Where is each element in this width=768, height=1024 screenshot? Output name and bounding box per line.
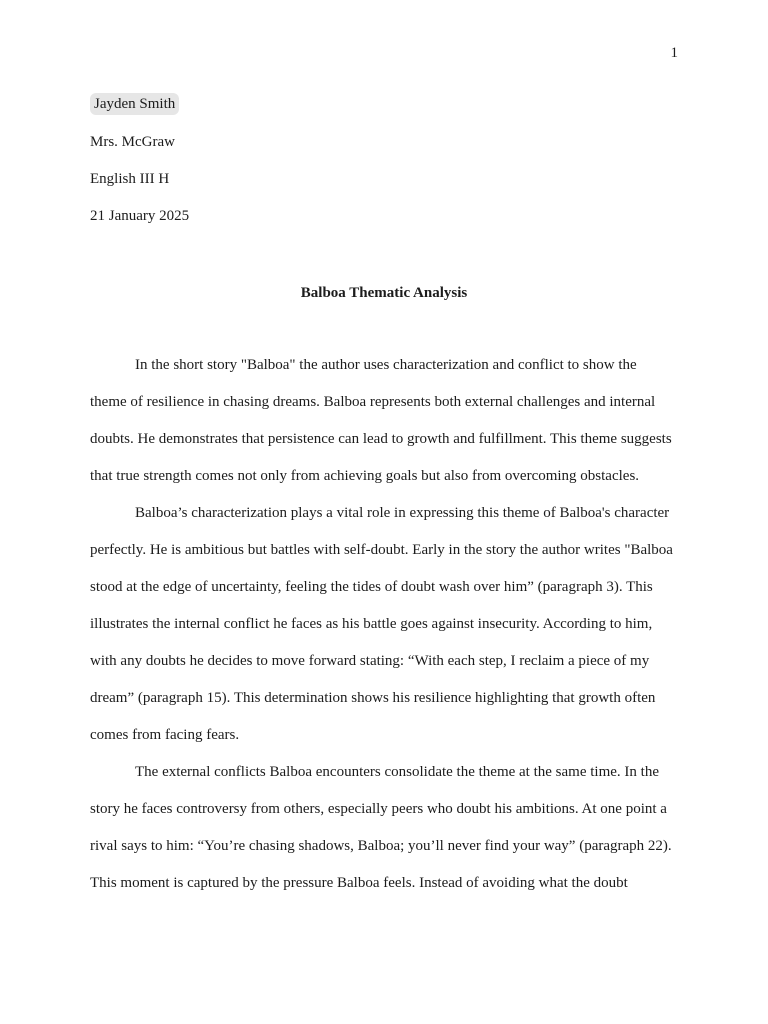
text-line: comes from facing fears.	[90, 727, 240, 743]
student-name[interactable]: Jayden Smith	[90, 93, 179, 115]
course-name: English III H	[90, 171, 170, 187]
text-line: This moment is captured by the pressure Balboa feels. Instead of avoiding what the doubt	[90, 875, 628, 891]
page-number: 1	[670, 45, 678, 61]
text-line: In the short story "Balboa" the author uses characterization and conflict to show the	[135, 357, 637, 373]
text-line: Balboa’s characterization plays a vital role in expressing this theme of Balboa's character	[135, 505, 670, 521]
teacher-name: Mrs. McGraw	[90, 134, 175, 150]
text-line: illustrates the internal conflict he faces as his battle goes against insecurity. According to him,	[90, 616, 653, 632]
text-line: perfectly. He is ambitious but battles with self-doubt. Early in the story the author writes "Balboa	[90, 542, 673, 558]
text-line: with any doubts he decides to move forward stating: “With each step, I reclaim a piece of my	[90, 653, 650, 669]
essay-body	[90, 355, 678, 910]
text-line: story he faces controversy from others, especially peers who doubt his ambitions. At one point a	[90, 801, 667, 817]
text-line: doubts. He demonstrates that persistence can lead to growth and fulfillment. This theme suggests	[90, 431, 672, 447]
text-line: dream” (paragraph 15). This determination shows his resilience highlighting that growth often	[90, 690, 656, 706]
text-line: stood at the edge of uncertainty, feeling the tides of doubt wash over him” (paragraph 3). This	[90, 579, 653, 595]
text-line: that true strength comes not only from achieving goals but also from overcoming obstacles.	[90, 468, 640, 484]
text-line: The external conflicts Balboa encounters consolidate the theme at the same time. In the	[135, 764, 659, 780]
text-line: rival says to him: “You’re chasing shadows, Balboa; you’ll never find your way” (paragraph 22).	[90, 838, 672, 854]
text-line: theme of resilience in chasing dreams. Balboa represents both external challenges and internal	[90, 394, 656, 410]
essay-date: 21 January 2025	[90, 208, 190, 224]
essay-title: Balboa Thematic Analysis	[300, 285, 468, 301]
